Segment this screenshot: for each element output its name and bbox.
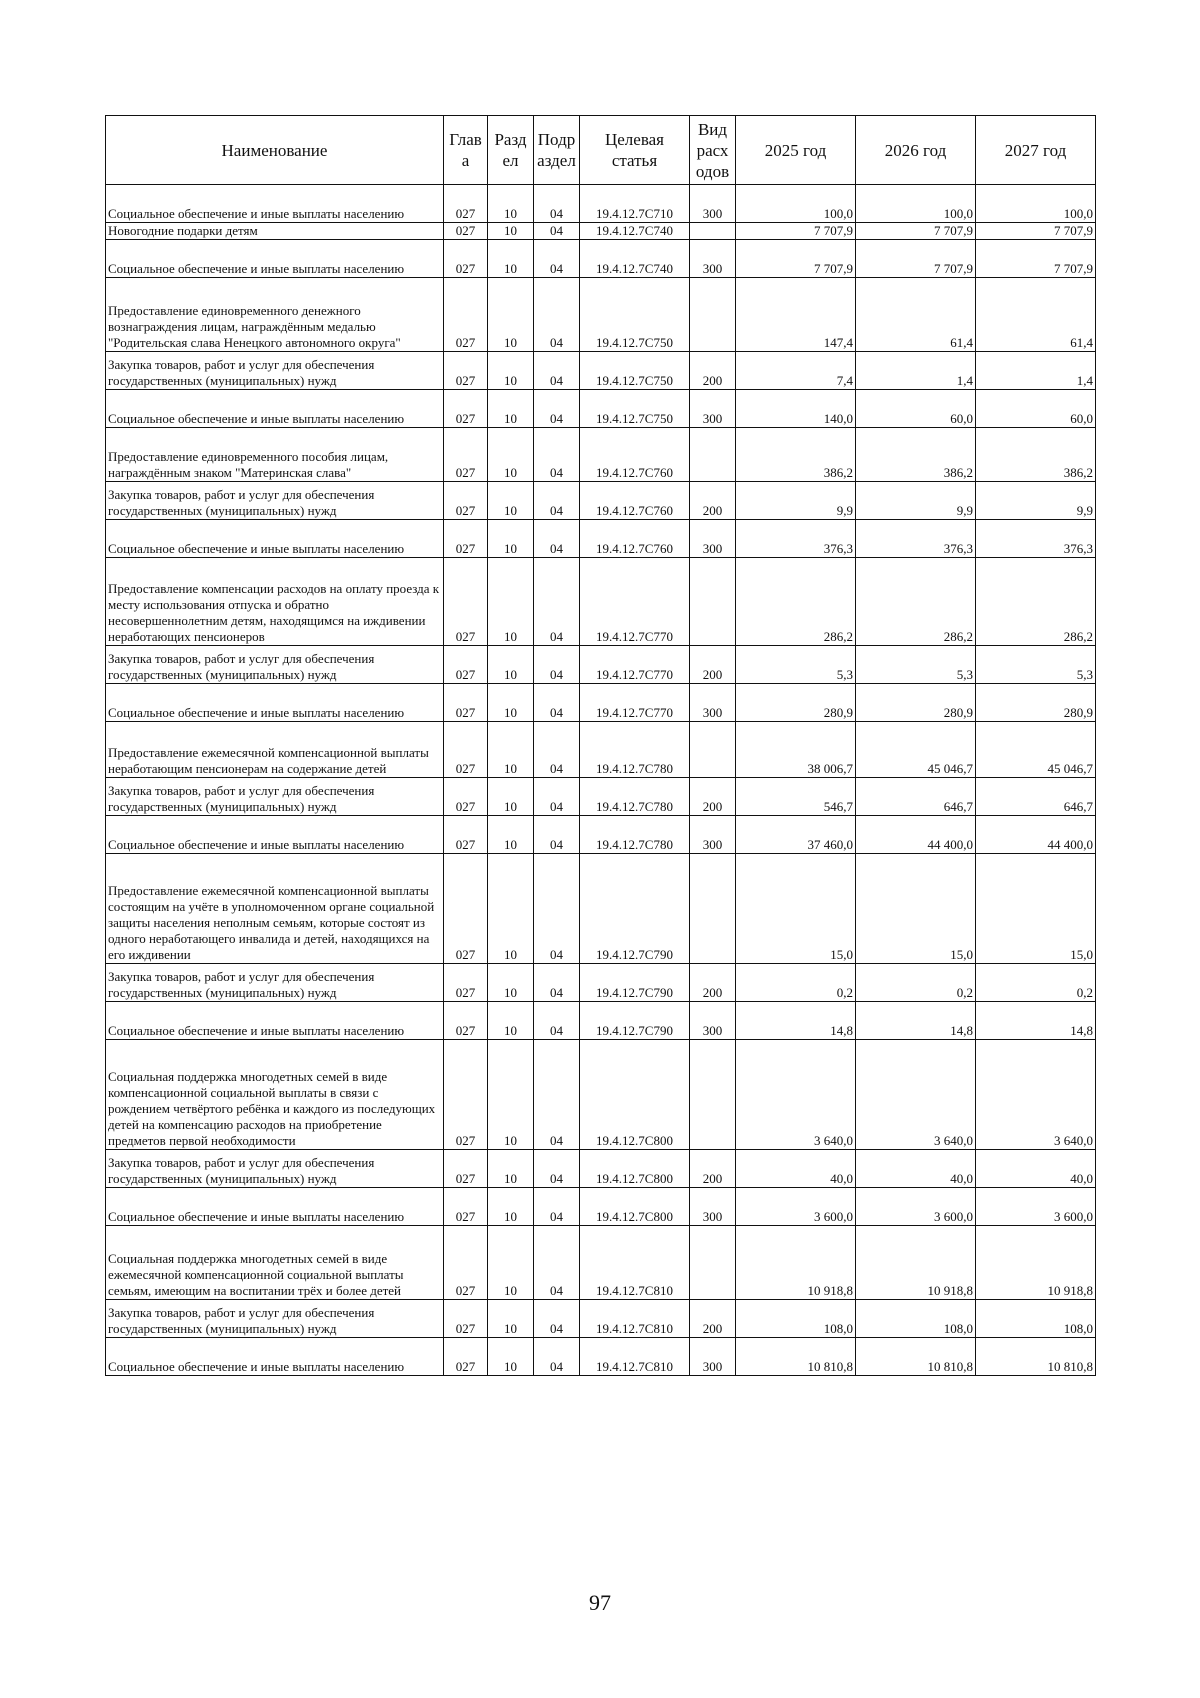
cell-y2026: 280,9 (856, 684, 976, 722)
cell-name: Предоставление единовременного пособия лицам, награждённым знаком "Материнская слава" (106, 428, 444, 482)
cell-y2027: 7 707,9 (976, 223, 1096, 240)
cell-vid: 200 (690, 778, 736, 816)
cell-y2025: 147,4 (736, 278, 856, 352)
cell-y2027: 286,2 (976, 558, 1096, 646)
cell-podrazdel: 04 (534, 240, 580, 278)
cell-podrazdel: 04 (534, 778, 580, 816)
cell-y2026: 376,3 (856, 520, 976, 558)
table-row (106, 646, 1096, 684)
cell-y2025: 5,3 (736, 646, 856, 684)
cell-vid: 300 (690, 684, 736, 722)
cell-y2026: 100,0 (856, 185, 976, 223)
cell-name: Предоставление ежемесячной компенсационной выплаты неработающим пенсионерам на содержание детей (106, 722, 444, 778)
cell-name: Закупка товаров, работ и услуг для обеспечения государственных (муниципальных) нужд (106, 964, 444, 1002)
cell-name: Закупка товаров, работ и услуг для обеспечения государственных (муниципальных) нужд (106, 1300, 444, 1338)
cell-razdel: 10 (488, 1150, 534, 1188)
cell-y2027: 15,0 (976, 854, 1096, 964)
cell-statya: 19.4.12.7С780 (580, 722, 690, 778)
cell-y2026: 0,2 (856, 964, 976, 1002)
cell-statya: 19.4.12.7С810 (580, 1226, 690, 1300)
cell-podrazdel: 04 (534, 964, 580, 1002)
cell-vid (690, 223, 736, 240)
cell-podrazdel: 04 (534, 1188, 580, 1226)
cell-y2025: 100,0 (736, 185, 856, 223)
cell-podrazdel: 04 (534, 278, 580, 352)
cell-glava: 027 (444, 482, 488, 520)
cell-statya: 19.4.12.7С770 (580, 684, 690, 722)
cell-podrazdel: 04 (534, 428, 580, 482)
cell-glava: 027 (444, 854, 488, 964)
cell-y2027: 646,7 (976, 778, 1096, 816)
cell-razdel: 10 (488, 778, 534, 816)
cell-y2025: 376,3 (736, 520, 856, 558)
cell-y2025: 546,7 (736, 778, 856, 816)
cell-y2026: 40,0 (856, 1150, 976, 1188)
cell-razdel: 10 (488, 646, 534, 684)
cell-razdel: 10 (488, 964, 534, 1002)
page-number: 97 (589, 1590, 611, 1615)
cell-y2025: 0,2 (736, 964, 856, 1002)
cell-name: Социальная поддержка многодетных семей в виде компенсационной социальной выплаты в связи с рождением четвёртого ребёнка и каждого из последующих детей на компенсацию расходов на приобретение предметов первой необходимости (106, 1040, 444, 1150)
cell-y2025: 9,9 (736, 482, 856, 520)
cell-podrazdel: 04 (534, 482, 580, 520)
cell-vid: 300 (690, 1002, 736, 1040)
cell-vid: 300 (690, 1188, 736, 1226)
cell-y2027: 60,0 (976, 390, 1096, 428)
table-row (106, 1226, 1096, 1300)
cell-razdel: 10 (488, 816, 534, 854)
cell-name: Социальное обеспечение и иные выплаты населению (106, 390, 444, 428)
cell-vid: 300 (690, 520, 736, 558)
cell-y2025: 3 600,0 (736, 1188, 856, 1226)
cell-statya: 19.4.12.7С800 (580, 1188, 690, 1226)
table-row (106, 1040, 1096, 1150)
cell-statya: 19.4.12.7С760 (580, 482, 690, 520)
header-2026: 2026 год (856, 116, 976, 185)
cell-podrazdel: 04 (534, 816, 580, 854)
cell-y2027: 10 918,8 (976, 1226, 1096, 1300)
cell-y2027: 5,3 (976, 646, 1096, 684)
cell-razdel: 10 (488, 390, 534, 428)
cell-statya: 19.4.12.7С740 (580, 223, 690, 240)
cell-glava: 027 (444, 185, 488, 223)
table-row (106, 223, 1096, 240)
cell-razdel: 10 (488, 352, 534, 390)
cell-razdel: 10 (488, 722, 534, 778)
cell-podrazdel: 04 (534, 854, 580, 964)
cell-vid: 300 (690, 816, 736, 854)
cell-glava: 027 (444, 352, 488, 390)
cell-razdel: 10 (488, 185, 534, 223)
cell-y2027: 386,2 (976, 428, 1096, 482)
cell-name: Предоставление ежемесячной компенсационной выплаты состоящим на учёте в уполномоченном органе социальной защиты населения неполным семьям, которые состоят из одного неработающего инвалида и детей, находящихся на его иждивении (106, 854, 444, 964)
table-row (106, 520, 1096, 558)
table-row (106, 1002, 1096, 1040)
cell-vid (690, 278, 736, 352)
cell-statya: 19.4.12.7С710 (580, 185, 690, 223)
cell-y2025: 10 810,8 (736, 1338, 856, 1376)
cell-y2027: 100,0 (976, 185, 1096, 223)
cell-name: Закупка товаров, работ и услуг для обеспечения государственных (муниципальных) нужд (106, 778, 444, 816)
cell-statya: 19.4.12.7С770 (580, 646, 690, 684)
cell-razdel: 10 (488, 684, 534, 722)
cell-glava: 027 (444, 558, 488, 646)
header-statya: Целевая статья (580, 116, 690, 185)
cell-y2026: 5,3 (856, 646, 976, 684)
cell-y2025: 3 640,0 (736, 1040, 856, 1150)
cell-y2026: 108,0 (856, 1300, 976, 1338)
cell-y2026: 646,7 (856, 778, 976, 816)
cell-y2026: 1,4 (856, 352, 976, 390)
cell-y2025: 7,4 (736, 352, 856, 390)
table-row (106, 558, 1096, 646)
table-row (106, 278, 1096, 352)
cell-glava: 027 (444, 1188, 488, 1226)
cell-y2027: 7 707,9 (976, 240, 1096, 278)
cell-y2025: 10 918,8 (736, 1226, 856, 1300)
cell-razdel: 10 (488, 223, 534, 240)
cell-statya: 19.4.12.7С740 (580, 240, 690, 278)
cell-y2027: 3 600,0 (976, 1188, 1096, 1226)
cell-y2025: 38 006,7 (736, 722, 856, 778)
cell-vid (690, 1040, 736, 1150)
cell-y2025: 140,0 (736, 390, 856, 428)
cell-vid (690, 1226, 736, 1300)
table-row (106, 482, 1096, 520)
cell-statya: 19.4.12.7С760 (580, 428, 690, 482)
table-header-row (106, 116, 1096, 185)
cell-y2026: 7 707,9 (856, 223, 976, 240)
cell-y2026: 44 400,0 (856, 816, 976, 854)
cell-y2025: 108,0 (736, 1300, 856, 1338)
table-row (106, 428, 1096, 482)
cell-y2025: 40,0 (736, 1150, 856, 1188)
table-row (106, 1338, 1096, 1376)
cell-name: Социальное обеспечение и иные выплаты населению (106, 520, 444, 558)
cell-razdel: 10 (488, 1002, 534, 1040)
cell-statya: 19.4.12.7С770 (580, 558, 690, 646)
cell-statya: 19.4.12.7С780 (580, 816, 690, 854)
cell-podrazdel: 04 (534, 558, 580, 646)
table-row (106, 185, 1096, 223)
cell-name: Социальное обеспечение и иные выплаты населению (106, 185, 444, 223)
cell-glava: 027 (444, 1002, 488, 1040)
cell-vid (690, 558, 736, 646)
cell-glava: 027 (444, 520, 488, 558)
table-row (106, 722, 1096, 778)
cell-razdel: 10 (488, 854, 534, 964)
cell-y2026: 60,0 (856, 390, 976, 428)
cell-y2026: 10 918,8 (856, 1226, 976, 1300)
header-2027: 2027 год (976, 116, 1096, 185)
cell-podrazdel: 04 (534, 520, 580, 558)
table-row (106, 1300, 1096, 1338)
cell-glava: 027 (444, 964, 488, 1002)
cell-y2027: 108,0 (976, 1300, 1096, 1338)
header-podrazdel: Подр аздел (534, 116, 580, 185)
cell-podrazdel: 04 (534, 352, 580, 390)
table-row (106, 1188, 1096, 1226)
cell-name: Предоставление компенсации расходов на оплату проезда к месту использования отпуска и обратно несовершеннолетним детям, находящимся на иждивении неработающих пенсионеров (106, 558, 444, 646)
cell-glava: 027 (444, 1338, 488, 1376)
cell-glava: 027 (444, 428, 488, 482)
cell-podrazdel: 04 (534, 1300, 580, 1338)
cell-podrazdel: 04 (534, 1002, 580, 1040)
cell-y2026: 286,2 (856, 558, 976, 646)
cell-name: Закупка товаров, работ и услуг для обеспечения государственных (муниципальных) нужд (106, 646, 444, 684)
cell-glava: 027 (444, 240, 488, 278)
cell-razdel: 10 (488, 1300, 534, 1338)
table-row (106, 240, 1096, 278)
table-body (106, 185, 1096, 1376)
cell-y2026: 3 640,0 (856, 1040, 976, 1150)
cell-name: Социальное обеспечение и иные выплаты населению (106, 816, 444, 854)
cell-statya: 19.4.12.7С790 (580, 1002, 690, 1040)
cell-vid: 300 (690, 185, 736, 223)
cell-name: Социальное обеспечение и иные выплаты населению (106, 1338, 444, 1376)
cell-vid: 200 (690, 1300, 736, 1338)
cell-name: Закупка товаров, работ и услуг для обеспечения государственных (муниципальных) нужд (106, 1150, 444, 1188)
cell-razdel: 10 (488, 1338, 534, 1376)
cell-y2026: 15,0 (856, 854, 976, 964)
table-row (106, 778, 1096, 816)
cell-name: Социальное обеспечение и иные выплаты населению (106, 240, 444, 278)
cell-y2026: 3 600,0 (856, 1188, 976, 1226)
cell-name: Социальное обеспечение и иные выплаты населению (106, 1002, 444, 1040)
cell-vid: 300 (690, 240, 736, 278)
cell-y2025: 286,2 (736, 558, 856, 646)
cell-glava: 027 (444, 223, 488, 240)
table-row (106, 684, 1096, 722)
cell-y2027: 14,8 (976, 1002, 1096, 1040)
cell-razdel: 10 (488, 558, 534, 646)
cell-y2027: 9,9 (976, 482, 1096, 520)
cell-razdel: 10 (488, 482, 534, 520)
cell-y2027: 10 810,8 (976, 1338, 1096, 1376)
cell-statya: 19.4.12.7С750 (580, 352, 690, 390)
cell-name: Новогодние подарки детям (106, 223, 444, 240)
cell-y2025: 15,0 (736, 854, 856, 964)
cell-vid (690, 428, 736, 482)
cell-podrazdel: 04 (534, 646, 580, 684)
table-row (106, 816, 1096, 854)
table-row (106, 390, 1096, 428)
cell-glava: 027 (444, 646, 488, 684)
cell-statya: 19.4.12.7С810 (580, 1338, 690, 1376)
cell-podrazdel: 04 (534, 185, 580, 223)
cell-glava: 027 (444, 816, 488, 854)
cell-glava: 027 (444, 1150, 488, 1188)
cell-y2027: 1,4 (976, 352, 1096, 390)
cell-name: Социальное обеспечение и иные выплаты населению (106, 1188, 444, 1226)
cell-razdel: 10 (488, 240, 534, 278)
cell-glava: 027 (444, 1300, 488, 1338)
cell-statya: 19.4.12.7С810 (580, 1300, 690, 1338)
cell-statya: 19.4.12.7С790 (580, 964, 690, 1002)
cell-razdel: 10 (488, 1226, 534, 1300)
table-row (106, 854, 1096, 964)
cell-y2026: 14,8 (856, 1002, 976, 1040)
cell-razdel: 10 (488, 520, 534, 558)
cell-y2025: 7 707,9 (736, 240, 856, 278)
cell-statya: 19.4.12.7С800 (580, 1150, 690, 1188)
cell-podrazdel: 04 (534, 223, 580, 240)
cell-y2027: 3 640,0 (976, 1040, 1096, 1150)
cell-y2026: 61,4 (856, 278, 976, 352)
cell-statya: 19.4.12.7С750 (580, 390, 690, 428)
cell-razdel: 10 (488, 1040, 534, 1150)
cell-vid: 200 (690, 964, 736, 1002)
cell-vid: 300 (690, 390, 736, 428)
cell-glava: 027 (444, 278, 488, 352)
header-glava: Глав а (444, 116, 488, 185)
cell-vid (690, 854, 736, 964)
cell-podrazdel: 04 (534, 390, 580, 428)
cell-statya: 19.4.12.7С760 (580, 520, 690, 558)
header-vid: Вид расх одов (690, 116, 736, 185)
cell-statya: 19.4.12.7С780 (580, 778, 690, 816)
cell-podrazdel: 04 (534, 1226, 580, 1300)
budget-table (105, 115, 1096, 1376)
cell-y2026: 9,9 (856, 482, 976, 520)
cell-y2025: 14,8 (736, 1002, 856, 1040)
cell-podrazdel: 04 (534, 722, 580, 778)
cell-y2027: 44 400,0 (976, 816, 1096, 854)
cell-glava: 027 (444, 778, 488, 816)
cell-vid (690, 722, 736, 778)
cell-podrazdel: 04 (534, 684, 580, 722)
cell-y2025: 37 460,0 (736, 816, 856, 854)
table-row (106, 964, 1096, 1002)
cell-podrazdel: 04 (534, 1150, 580, 1188)
table-row (106, 1150, 1096, 1188)
cell-glava: 027 (444, 1040, 488, 1150)
cell-glava: 027 (444, 390, 488, 428)
cell-vid: 200 (690, 1150, 736, 1188)
cell-y2027: 0,2 (976, 964, 1096, 1002)
cell-y2027: 280,9 (976, 684, 1096, 722)
cell-razdel: 10 (488, 1188, 534, 1226)
cell-statya: 19.4.12.7С800 (580, 1040, 690, 1150)
cell-name: Социальная поддержка многодетных семей в виде ежемесячной компенсационной социальной выплаты семьям, имеющим на воспитании трёх и более детей (106, 1226, 444, 1300)
cell-podrazdel: 04 (534, 1338, 580, 1376)
table-row (106, 352, 1096, 390)
cell-y2025: 7 707,9 (736, 223, 856, 240)
cell-statya: 19.4.12.7С790 (580, 854, 690, 964)
cell-podrazdel: 04 (534, 1040, 580, 1150)
cell-y2026: 7 707,9 (856, 240, 976, 278)
cell-y2026: 45 046,7 (856, 722, 976, 778)
cell-y2027: 40,0 (976, 1150, 1096, 1188)
cell-glava: 027 (444, 1226, 488, 1300)
cell-name: Закупка товаров, работ и услуг для обеспечения государственных (муниципальных) нужд (106, 352, 444, 390)
cell-statya: 19.4.12.7С750 (580, 278, 690, 352)
cell-y2025: 280,9 (736, 684, 856, 722)
header-2025: 2025 год (736, 116, 856, 185)
cell-vid: 300 (690, 1338, 736, 1376)
cell-y2026: 10 810,8 (856, 1338, 976, 1376)
cell-vid: 200 (690, 646, 736, 684)
cell-glava: 027 (444, 722, 488, 778)
cell-name: Закупка товаров, работ и услуг для обеспечения государственных (муниципальных) нужд (106, 482, 444, 520)
cell-glava: 027 (444, 684, 488, 722)
cell-y2027: 61,4 (976, 278, 1096, 352)
cell-y2027: 45 046,7 (976, 722, 1096, 778)
cell-razdel: 10 (488, 428, 534, 482)
header-name: Наименование (106, 116, 444, 185)
cell-vid: 200 (690, 482, 736, 520)
cell-y2027: 376,3 (976, 520, 1096, 558)
header-razdel: Разд ел (488, 116, 534, 185)
cell-y2025: 386,2 (736, 428, 856, 482)
cell-name: Социальное обеспечение и иные выплаты населению (106, 684, 444, 722)
cell-y2026: 386,2 (856, 428, 976, 482)
cell-vid: 200 (690, 352, 736, 390)
cell-razdel: 10 (488, 278, 534, 352)
cell-name: Предоставление единовременного денежного вознаграждения лицам, награждённым медалью "Родительская слава Ненецкого автономного округа" (106, 278, 444, 352)
